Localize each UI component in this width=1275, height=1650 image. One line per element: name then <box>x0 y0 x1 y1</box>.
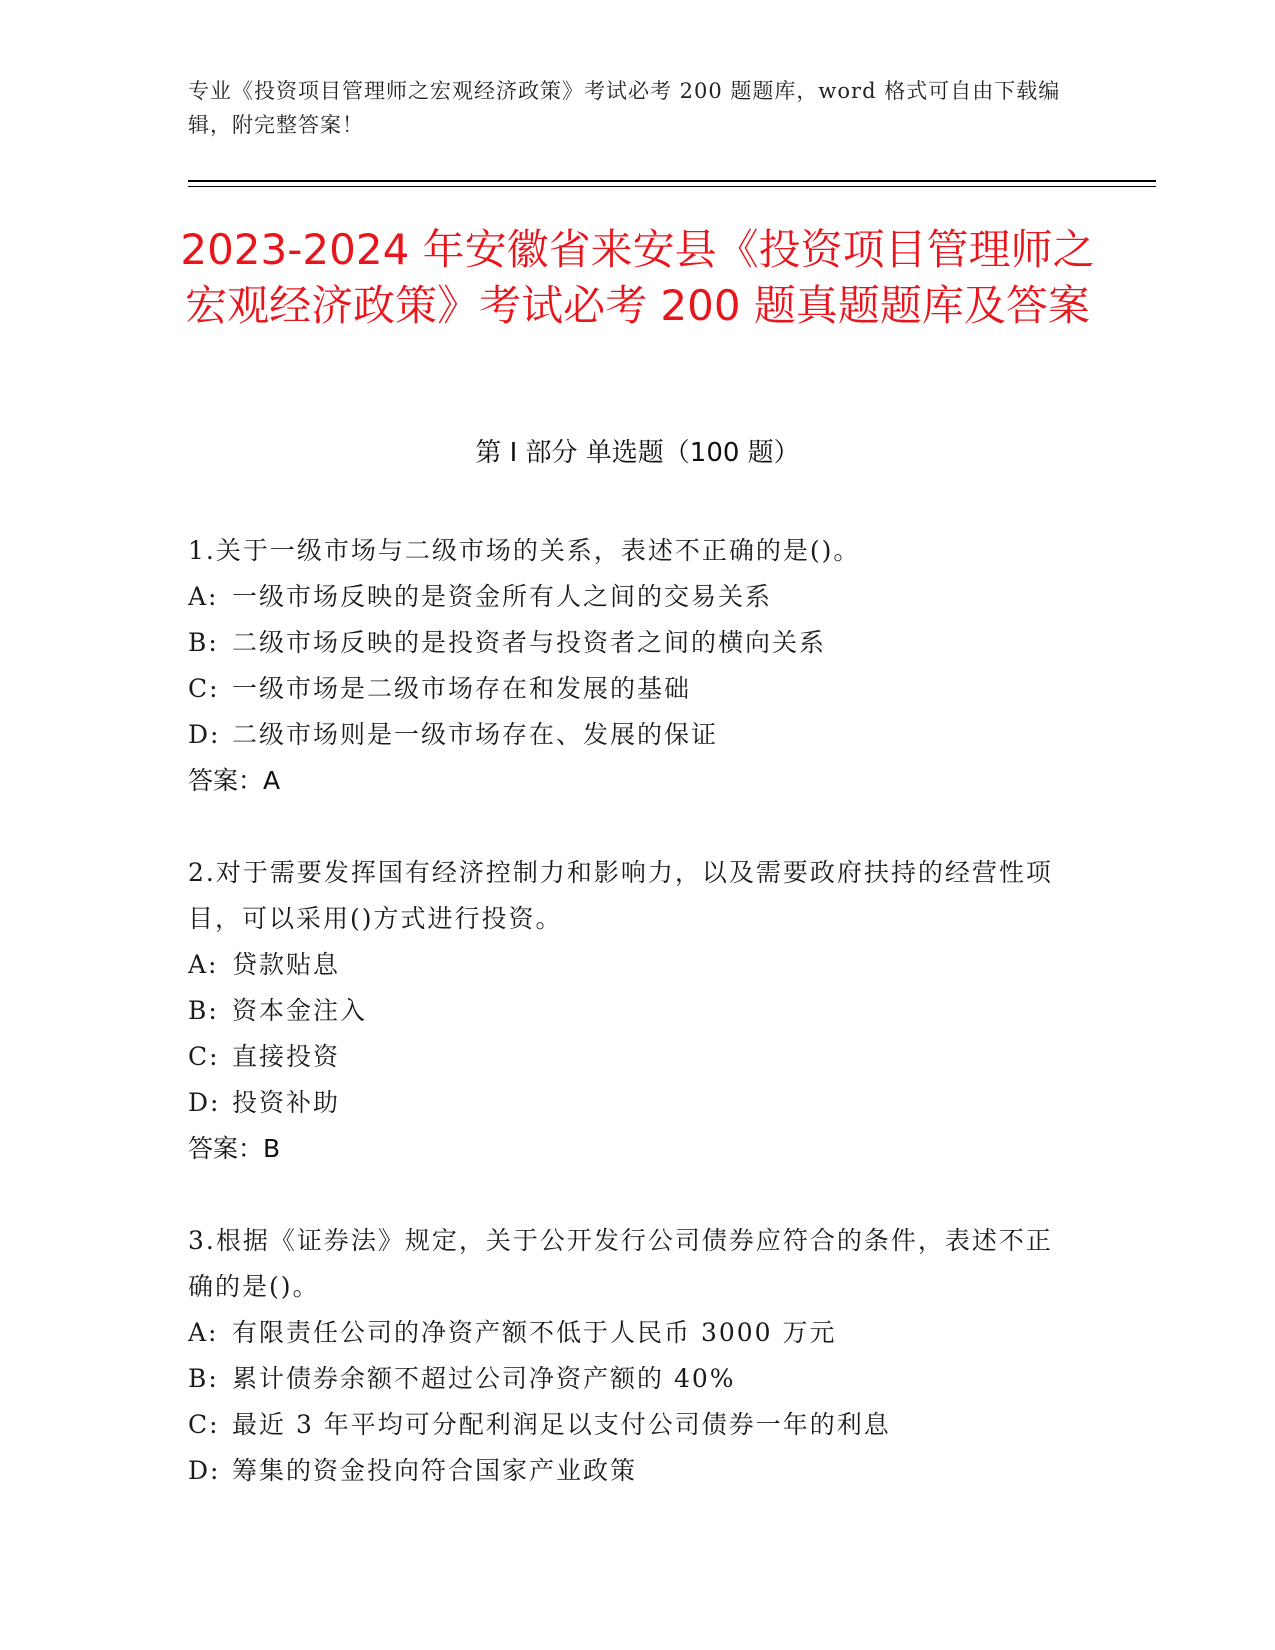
option-letter: B: <box>188 1364 219 1393</box>
option-text: 资本金注入 <box>232 996 368 1025</box>
question-stem: 1.关于一级市场与二级市场的关系，表述不正确的是()。 <box>188 536 861 565</box>
option-text: 二级市场则是一级市场存在、发展的保证 <box>232 720 719 749</box>
option-letter: D: <box>188 720 221 749</box>
option-text: 筹集的资金投向符合国家产业政策 <box>232 1456 638 1485</box>
document-title: 2023-2024 年安徽省来安县《投资项目管理师之宏观经济政策》考试必考 200 题真题题库及答案 <box>180 225 1095 330</box>
header-divider-thick <box>188 180 1156 182</box>
option-letter: D: <box>188 1088 221 1117</box>
option-d <box>188 1448 1068 1494</box>
option-letter: A: <box>188 582 219 611</box>
question-2 <box>188 850 1068 1172</box>
option-letter: C: <box>188 1042 220 1071</box>
option-a <box>188 942 1068 988</box>
option-letter: D: <box>188 1456 221 1485</box>
option-letter: C: <box>188 1410 220 1439</box>
answer-line: 答案：A <box>188 766 281 795</box>
option-c <box>188 666 1068 712</box>
option-letter: B: <box>188 628 219 657</box>
option-text: 投资补助 <box>232 1088 341 1117</box>
option-d <box>188 712 1068 758</box>
answer-line: 答案：B <box>188 1134 281 1163</box>
option-text: 有限责任公司的净资产额不低于人民币 3000 万元 <box>232 1318 837 1347</box>
header-divider-thin <box>188 186 1156 187</box>
option-text: 最近 3 年平均可分配利润足以支付公司债券一年的利息 <box>232 1410 891 1439</box>
question-stem: 3.根据《证券法》规定，关于公开发行公司债券应符合的条件，表述不正确的是()。 <box>188 1226 1053 1301</box>
option-c <box>188 1402 1068 1448</box>
option-b <box>188 620 1068 666</box>
option-a <box>188 1310 1068 1356</box>
option-letter: A: <box>188 1318 219 1347</box>
option-b <box>188 1356 1068 1402</box>
option-b <box>188 988 1068 1034</box>
option-d <box>188 1080 1068 1126</box>
option-text: 直接投资 <box>232 1042 341 1071</box>
option-text: 累计债券余额不超过公司净资产额的 40% <box>232 1364 736 1393</box>
option-text: 一级市场反映的是资金所有人之间的交易关系 <box>232 582 773 611</box>
option-text: 二级市场反映的是投资者与投资者之间的横向关系 <box>232 628 827 657</box>
option-letter: C: <box>188 674 220 703</box>
option-a <box>188 574 1068 620</box>
option-text: 一级市场是二级市场存在和发展的基础 <box>232 674 692 703</box>
option-c <box>188 1034 1068 1080</box>
option-text: 贷款贴息 <box>232 950 341 979</box>
header-note: 专业《投资项目管理师之宏观经济政策》考试必考 200 题题库，word 格式可自由下载编辑，附完整答案！ <box>188 79 1061 137</box>
option-letter: A: <box>188 950 219 979</box>
section-heading: 第 I 部分 单选题（100 题） <box>475 438 800 468</box>
option-letter: B: <box>188 996 219 1025</box>
question-stem: 2.对于需要发挥国有经济控制力和影响力，以及需要政府扶持的经营性项目，可以采用()方式进行投资。 <box>188 858 1053 933</box>
question-3 <box>188 1218 1068 1494</box>
question-1 <box>188 528 1068 804</box>
question-list <box>188 528 1068 1540</box>
